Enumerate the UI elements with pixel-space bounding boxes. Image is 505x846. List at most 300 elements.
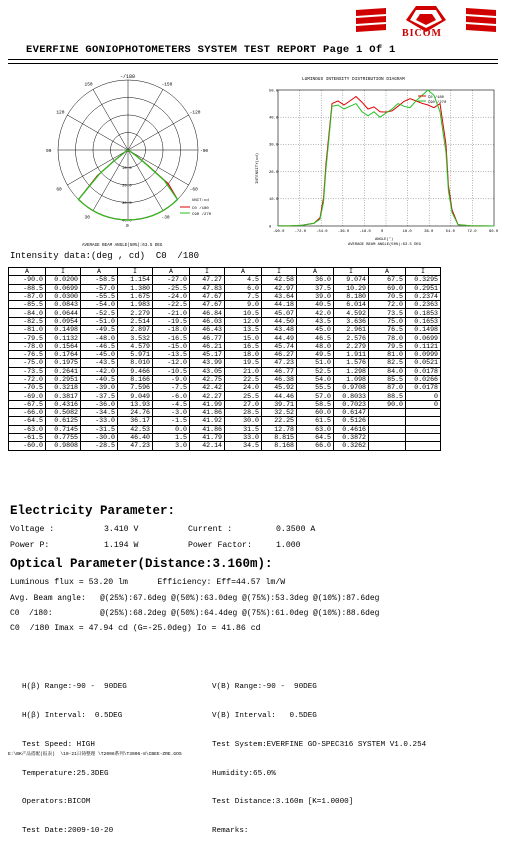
table-cell: 34.5 <box>225 442 262 450</box>
polar-legend-c90: C90 /270 <box>192 213 212 217</box>
table-cell: 0.3218 <box>46 384 81 392</box>
polar-angle-label: 120 <box>56 110 65 116</box>
table-cell: 24.76 <box>118 409 153 417</box>
file-path-footer: E:\BK产品搭配(报表) \10-21日铸整理 \T2006系列\T3006-8\CBEE-ZRE.GOS <box>8 752 182 757</box>
table-cell: 0.2951 <box>406 284 441 292</box>
table-cell: -61.5 <box>9 433 46 441</box>
table-cell: -58.5 <box>81 276 118 284</box>
table-cell: 0.0200 <box>46 276 81 284</box>
polar-angle-label: -90 <box>200 149 209 154</box>
table-cell: -60.0 <box>9 442 46 450</box>
table-cell: 47.67 <box>190 292 225 300</box>
table-cell: 1.5 <box>153 433 190 441</box>
table-row <box>9 284 441 292</box>
table-cell: -27.0 <box>153 276 190 284</box>
table-cell: 6.0 <box>225 284 262 292</box>
table-cell: 0.0699 <box>46 284 81 292</box>
table-cell: 0.1564 <box>46 342 81 350</box>
table-cell: -3.0 <box>153 409 190 417</box>
line-y-tick: 30.0 <box>269 143 279 148</box>
table-cell: 16.5 <box>225 342 262 350</box>
table-cell: 0.1498 <box>406 326 441 334</box>
polar-angle-label: 150 <box>84 82 93 88</box>
table-cell: -63.0 <box>9 425 46 433</box>
table-cell <box>369 425 406 433</box>
table-cell: 0.7145 <box>46 425 81 433</box>
table-cell: 67.5 <box>369 276 406 284</box>
table-cell: -28.5 <box>81 442 118 450</box>
table-cell: 0.0266 <box>406 375 441 383</box>
table-cell: -43.5 <box>81 359 118 367</box>
table-cell: -49.5 <box>81 326 118 334</box>
table-cell: 9.0 <box>225 301 262 309</box>
table-cell: -6.0 <box>153 392 190 400</box>
table-header-cell: A <box>81 268 118 276</box>
table-cell: 12.0 <box>225 317 262 325</box>
table-cell <box>406 425 441 433</box>
table-cell: -70.5 <box>9 384 46 392</box>
table-cell: -34.5 <box>81 409 118 417</box>
table-cell: 43.5 <box>297 317 334 325</box>
table-cell: 46.38 <box>262 375 297 383</box>
table-cell: 0.8033 <box>334 392 369 400</box>
table-cell: 0.0843 <box>46 301 81 309</box>
table-cell: -33.0 <box>81 417 118 425</box>
table-cell: -10.5 <box>153 367 190 375</box>
table-cell: 8.168 <box>262 442 297 450</box>
operators: Operators:BICOM <box>22 798 91 807</box>
table-cell: 18.0 <box>225 350 262 358</box>
table-cell: -46.5 <box>81 342 118 350</box>
table-cell: -54.0 <box>81 301 118 309</box>
table-cell: 0.2641 <box>46 367 81 375</box>
table-row <box>9 301 441 309</box>
power-label: Power P: <box>10 541 50 550</box>
table-cell <box>369 433 406 441</box>
electricity-title: Electricity Parameter: <box>10 504 176 518</box>
humidity: Humidity:65.0% <box>212 769 276 778</box>
polar-angle-label: 90 <box>46 149 52 154</box>
table-cell: 0.1653 <box>406 317 441 325</box>
table-cell: 47.27 <box>190 276 225 284</box>
table-cell <box>406 433 441 441</box>
table-cell: 44.50 <box>262 317 297 325</box>
table-cell: -40.5 <box>81 375 118 383</box>
polar-angle-label: -120 <box>189 110 201 116</box>
table-header-cell: A <box>9 268 46 276</box>
table-cell: 39.0 <box>297 292 334 300</box>
table-cell: 0.1121 <box>406 342 441 350</box>
table-cell: 69.0 <box>369 284 406 292</box>
line-y-tick: 20.0 <box>269 170 279 175</box>
table-header-cell: A <box>369 268 406 276</box>
table-row <box>9 350 441 358</box>
table-cell: 87.0 <box>369 384 406 392</box>
table-cell: 0.3262 <box>334 442 369 450</box>
table-cell: 2.576 <box>334 334 369 342</box>
table-header-cell: I <box>46 268 81 276</box>
table-cell: 4.592 <box>334 309 369 317</box>
power-factor-label: Power Factor: <box>188 541 252 550</box>
table-cell: -84.0 <box>9 309 46 317</box>
table-header-cell: A <box>225 268 262 276</box>
table-cell: 42.75 <box>190 375 225 383</box>
table-cell: 40.5 <box>297 301 334 309</box>
table-cell: 0.6125 <box>46 417 81 425</box>
table-cell: 51.0 <box>297 359 334 367</box>
table-cell: 0.5082 <box>46 409 81 417</box>
line-x-tick: -36.0 <box>337 230 350 234</box>
table-cell: 30.0 <box>225 417 262 425</box>
table-cell: 0.0954 <box>46 317 81 325</box>
table-cell: -19.5 <box>153 317 190 325</box>
table-cell: 42.0 <box>297 309 334 317</box>
polar-angle-label: -60 <box>189 187 198 193</box>
table-cell: 45.92 <box>262 384 297 392</box>
table-cell: -64.5 <box>9 417 46 425</box>
table-cell: 3.0 <box>153 442 190 450</box>
table-cell: 27.0 <box>225 400 262 408</box>
table-cell: 4.5 <box>225 276 262 284</box>
table-cell: 13.5 <box>225 326 262 334</box>
current-label: Current : <box>188 525 233 534</box>
table-cell: 33.0 <box>225 433 262 441</box>
table-cell: 1.098 <box>334 375 369 383</box>
table-cell: 21.0 <box>225 367 262 375</box>
table-cell: -7.5 <box>153 384 190 392</box>
table-cell: -90.0 <box>9 276 46 284</box>
table-cell: -75.0 <box>9 359 46 367</box>
table-cell: 39.71 <box>262 400 297 408</box>
table-header-cell: I <box>334 268 369 276</box>
table-cell: -42.0 <box>81 367 118 375</box>
table-cell: -51.0 <box>81 317 118 325</box>
table-cell <box>406 417 441 425</box>
polar-angle-label: 30 <box>84 215 90 221</box>
table-cell: 55.5 <box>297 384 334 392</box>
table-cell: 31.5 <box>225 425 262 433</box>
table-cell: 9.074 <box>334 276 369 284</box>
table-cell: -57.0 <box>81 284 118 292</box>
table-row <box>9 375 441 383</box>
table-cell: 0.0644 <box>46 309 81 317</box>
table-cell: 2.514 <box>118 317 153 325</box>
table-cell: 7.5 <box>225 292 262 300</box>
luminous-flux: Luminous flux = 53.20 lm Efficiency: Eff=44.57 lm/W <box>10 578 286 587</box>
table-cell: 66.0 <box>297 442 334 450</box>
table-row <box>9 384 441 392</box>
line-y-tick: 10.0 <box>269 198 279 203</box>
table-cell: 47.23 <box>118 442 153 450</box>
table-cell: 47.67 <box>190 301 225 309</box>
table-cell: 15.0 <box>225 334 262 342</box>
remarks: Remarks: <box>212 827 249 836</box>
table-cell: 0.6147 <box>334 409 369 417</box>
line-chart-title: LUMINOUS INTENSITY DISTRIBUTION DIAGRAM <box>302 77 405 82</box>
table-header-cell: A <box>153 268 190 276</box>
line-x-tick: -54.0 <box>316 230 328 234</box>
voltage-label: Voltage : <box>10 525 55 534</box>
table-cell: -21.0 <box>153 309 190 317</box>
polar-ring-label: 40.0 <box>122 219 132 224</box>
logo-text: BICOM <box>402 28 442 39</box>
table-cell: 10.29 <box>334 284 369 292</box>
line-y-tick: 0 <box>269 225 272 230</box>
table-cell: 22.5 <box>225 375 262 383</box>
table-cell: -66.0 <box>9 409 46 417</box>
table-row <box>9 317 441 325</box>
table-cell: 42.97 <box>262 284 297 292</box>
table-cell: 0.0699 <box>406 334 441 342</box>
table-cell: -25.5 <box>153 284 190 292</box>
table-cell: 0 <box>406 392 441 400</box>
table-cell <box>406 409 441 417</box>
table-cell: 0.3295 <box>406 276 441 284</box>
table-cell: 0.2374 <box>406 292 441 300</box>
table-cell: 57.0 <box>297 392 334 400</box>
table-cell: 45.0 <box>297 326 334 334</box>
table-cell: 42.14 <box>190 442 225 450</box>
table-cell: 0.0 <box>153 425 190 433</box>
table-cell: 0.4616 <box>334 425 369 433</box>
table-row <box>9 276 441 284</box>
table-cell: 88.5 <box>369 392 406 400</box>
power-factor-value: 1.000 <box>276 541 301 550</box>
table-cell: -9.0 <box>153 375 190 383</box>
table-cell: -88.5 <box>9 284 46 292</box>
table-cell: 63.0 <box>297 425 334 433</box>
line-y-tick: 40.0 <box>269 116 279 121</box>
table-cell: 0.5126 <box>334 417 369 425</box>
table-cell: -69.0 <box>9 392 46 400</box>
table-row <box>9 433 441 441</box>
intensity-line-chart <box>250 72 500 248</box>
polar-ring-label: 20.0 <box>122 184 132 189</box>
table-cell: 85.5 <box>369 375 406 383</box>
table-cell: 13.93 <box>118 400 153 408</box>
test-distance: Test Distance:3.160m [K=1.0000] <box>212 798 354 807</box>
table-cell: 44.49 <box>262 334 297 342</box>
h-interval: H(β) Interval: 0.5DEG <box>22 711 123 720</box>
table-cell: 64.5 <box>297 433 334 441</box>
table-cell: 73.5 <box>369 309 406 317</box>
table-cell <box>369 442 406 450</box>
table-cell: 0.9708 <box>334 384 369 392</box>
optical-title: Optical Parameter(Distance:3.160m): <box>10 557 273 571</box>
table-cell: 48.0 <box>297 342 334 350</box>
table-cell: 36.0 <box>297 276 334 284</box>
table-cell: 19.5 <box>225 359 262 367</box>
table-row <box>9 334 441 342</box>
table-cell: 22.25 <box>262 417 297 425</box>
table-cell: 47.23 <box>262 359 297 367</box>
table-cell: 3.532 <box>118 334 153 342</box>
table-cell: -81.0 <box>9 326 46 334</box>
test-system: Test System:EVERFINE GO-SPEC316 SYSTEM V1.0.254 <box>212 740 427 749</box>
table-cell: 46.27 <box>262 350 297 358</box>
table-cell: 1.154 <box>118 276 153 284</box>
test-info-right <box>212 664 426 846</box>
table-cell: 9.049 <box>118 392 153 400</box>
table-cell: 43.99 <box>190 359 225 367</box>
title-rule-bottom <box>8 63 498 64</box>
table-cell: -1.5 <box>153 417 190 425</box>
table-cell: 8.815 <box>262 433 297 441</box>
table-cell: 41.92 <box>190 417 225 425</box>
table-cell: 0.3872 <box>334 433 369 441</box>
line-x-tick: 72.0 <box>467 230 477 234</box>
test-date: Test Date:2009-10-20 <box>22 827 114 836</box>
table-cell: -30.0 <box>81 433 118 441</box>
c0-beam-angle: C0 /180: @(25%):68.2deg @(50%):64.4deg @(75%):61.0deg @(10%):88.6deg <box>10 609 380 618</box>
table-cell: 49.5 <box>297 350 334 358</box>
line-legend-c90: C90 /270 <box>428 101 447 105</box>
table-cell: 8.010 <box>118 359 153 367</box>
table-cell: 72.0 <box>369 301 406 309</box>
line-x-tick: 90.0 <box>489 230 499 234</box>
table-cell: 1.983 <box>118 301 153 309</box>
polar-caption: AVERAGE BEAM ANGLE(50%):63.5 DEG <box>82 244 163 248</box>
table-cell: 45.17 <box>190 350 225 358</box>
table-cell: 52.5 <box>297 367 334 375</box>
table-cell: 0.7755 <box>46 433 81 441</box>
line-x-tick: 36.0 <box>424 230 434 234</box>
table-cell: 7.596 <box>118 384 153 392</box>
table-cell: 60.0 <box>297 409 334 417</box>
table-cell: 0.1498 <box>46 326 81 334</box>
table-cell: -16.5 <box>153 334 190 342</box>
table-cell: 1.380 <box>118 284 153 292</box>
imax-line: C0 /180 Imax = 47.94 cd (G=-25.0deg) Io = 41.86 cd <box>10 624 261 633</box>
line-legend-c0: C0 /180 <box>428 96 444 100</box>
table-cell: -82.5 <box>9 317 46 325</box>
table-cell: 46.03 <box>190 317 225 325</box>
table-cell: 0.1132 <box>46 334 81 342</box>
table-cell: -12.0 <box>153 359 190 367</box>
table-row <box>9 409 441 417</box>
table-row <box>9 417 441 425</box>
table-cell: 1.911 <box>334 350 369 358</box>
table-row <box>9 400 441 408</box>
table-cell: 43.48 <box>262 326 297 334</box>
table-cell: 42.53 <box>118 425 153 433</box>
table-cell: 4.579 <box>118 342 153 350</box>
table-cell: 0.0300 <box>46 292 81 300</box>
table-cell: 37.5 <box>297 284 334 292</box>
table-cell: -78.0 <box>9 342 46 350</box>
polar-angle-label: 60 <box>56 187 62 193</box>
table-cell: -36.0 <box>81 400 118 408</box>
table-cell: 81.0 <box>369 350 406 358</box>
table-cell: -24.0 <box>153 292 190 300</box>
table-cell: 0.2363 <box>406 301 441 309</box>
table-header-cell: I <box>190 268 225 276</box>
line-x-tick: -90.0 <box>273 230 285 234</box>
table-row <box>9 326 441 334</box>
table-cell: -18.0 <box>153 326 190 334</box>
table-cell: -55.5 <box>81 292 118 300</box>
table-cell: 12.78 <box>262 425 297 433</box>
table-cell: 58.5 <box>297 400 334 408</box>
v-range: V(B) Range:-90 - 90DEG <box>212 683 317 692</box>
table-cell: -73.5 <box>9 367 46 375</box>
table-cell: 24.0 <box>225 384 262 392</box>
table-cell: 44.18 <box>262 301 297 309</box>
table-cell: 1.576 <box>334 359 369 367</box>
table-cell: 2.279 <box>334 342 369 350</box>
table-cell: 84.0 <box>369 367 406 375</box>
table-cell: 3.636 <box>334 317 369 325</box>
line-x-tick: -18.0 <box>359 230 371 234</box>
table-cell: -39.0 <box>81 384 118 392</box>
table-cell: 42.42 <box>190 384 225 392</box>
table-cell <box>369 417 406 425</box>
line-chart-caption: AVERAGE BEAM ANGLE(50%):63.5 DEG <box>348 243 421 247</box>
table-cell: 45.07 <box>262 309 297 317</box>
table-header-cell: I <box>406 268 441 276</box>
polar-top-label: -/180 <box>120 74 136 80</box>
table-header-cell: I <box>118 268 153 276</box>
table-header-row <box>9 268 441 276</box>
table-cell: -76.5 <box>9 350 46 358</box>
table-cell: 75.0 <box>369 317 406 325</box>
table-cell: -48.0 <box>81 334 118 342</box>
table-cell: 0.7023 <box>334 400 369 408</box>
table-cell: -45.0 <box>81 350 118 358</box>
intensity-table <box>8 267 441 451</box>
table-cell <box>406 442 441 450</box>
title-rule-top <box>8 59 498 60</box>
table-cell: 0.0178 <box>406 367 441 375</box>
table-cell: -52.5 <box>81 309 118 317</box>
temperature: Temperature:25.3DEG <box>22 769 109 778</box>
table-cell: 0.9808 <box>46 442 81 450</box>
polar-intensity-chart <box>12 70 244 250</box>
table-cell: -87.0 <box>9 292 46 300</box>
table-cell: 46.40 <box>118 433 153 441</box>
table-cell: 47.83 <box>190 284 225 292</box>
table-cell: 43.64 <box>262 292 297 300</box>
polar-legend-unit: UNIT:cd <box>192 199 209 203</box>
polar-ring-label: 10.0 <box>122 167 132 171</box>
table-cell: 46.21 <box>190 342 225 350</box>
polar-angle-label: -30 <box>161 215 170 221</box>
table-cell: -22.5 <box>153 301 190 309</box>
table-row <box>9 367 441 375</box>
line-y-tick: 50.0 <box>269 89 279 94</box>
table-cell: 9.466 <box>118 367 153 375</box>
power-value: 1.194 W <box>104 541 139 550</box>
table-cell: 46.5 <box>297 334 334 342</box>
line-chart-ylabel: INTENSITY(cd) <box>256 152 260 184</box>
table-cell: 10.5 <box>225 309 262 317</box>
table-cell: 0.1764 <box>46 350 81 358</box>
table-cell: 46.43 <box>190 326 225 334</box>
table-cell: 0.4316 <box>46 400 81 408</box>
line-x-tick: 54.0 <box>445 230 455 234</box>
table-cell: 25.5 <box>225 392 262 400</box>
polar-angle-label: -150 <box>161 82 173 88</box>
avg-beam-angle: Avg. Beam angle: @(25%):67.6deg @(50%):63.0deg @(75%):53.3deg @(10%):87.6deg <box>10 594 380 603</box>
table-cell <box>369 409 406 417</box>
table-cell: 41.79 <box>190 433 225 441</box>
table-cell: -79.5 <box>9 334 46 342</box>
table-cell: 2.961 <box>334 326 369 334</box>
table-cell: 0.0178 <box>406 384 441 392</box>
table-header-cell: I <box>262 268 297 276</box>
table-cell: 0.3817 <box>46 392 81 400</box>
v-interval: V(B) Interval: 0.5DEG <box>212 711 317 720</box>
